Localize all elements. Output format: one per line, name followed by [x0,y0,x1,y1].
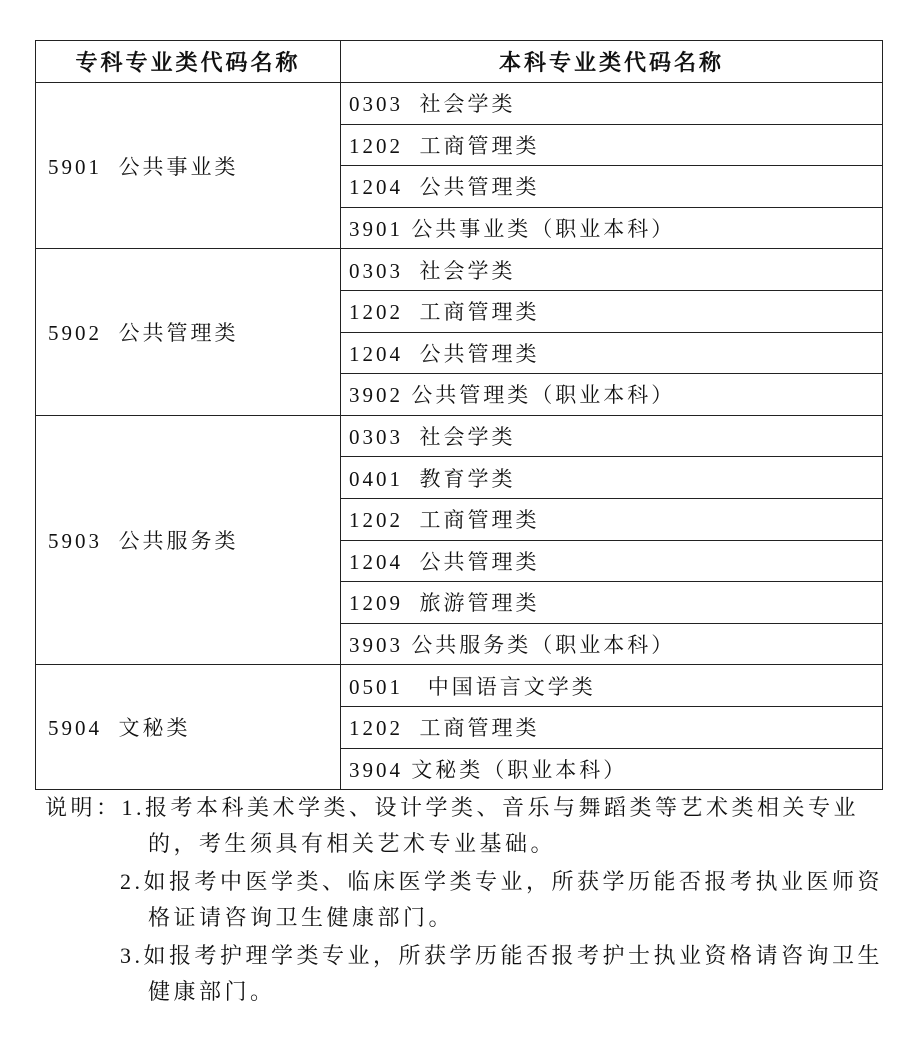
header-bachelor-category: 本科专业类代码名称 [341,41,883,83]
bachelor-category-cell: 3901 公共事业类（职业本科） [341,207,883,249]
note-item [45,864,905,936]
associate-category-cell: 5903 公共服务类 [36,415,341,665]
bachelor-category-cell: 1204 公共管理类 [341,166,883,208]
bachelor-category-cell: 3902 公共管理类（职业本科） [341,374,883,416]
bachelor-category-cell: 1202 工商管理类 [341,498,883,540]
note-first-line [45,864,905,900]
bachelor-category-cell: 0303 社会学类 [341,249,883,291]
note-text: 报考本科美术学类、设计学类、音乐与舞蹈类等艺术类相关专业 [145,795,860,820]
associate-category-cell: 5901 公共事业类 [36,83,341,249]
note-item [45,790,905,862]
note-continuation: 的，考生须具有相关艺术专业基础。 [148,831,557,856]
table-row [36,415,883,457]
bachelor-category-cell: 0303 社会学类 [341,83,883,125]
note-continuation: 健康部门。 [148,979,276,1004]
table-row [36,83,883,125]
table-row [36,249,883,291]
note-text: 如报考中医学类、临床医学类专业，所获学历能否报考执业医师资 [143,869,884,894]
bachelor-category-cell: 1204 公共管理类 [341,540,883,582]
bachelor-category-cell: 1202 工商管理类 [341,124,883,166]
note-item [45,938,905,1010]
note-number: 1. [121,795,146,820]
note-first-line [45,938,905,974]
note-continuation: 格证请咨询卫生健康部门。 [148,905,455,930]
major-mapping-table [35,40,883,790]
bachelor-category-cell: 1202 工商管理类 [341,290,883,332]
table-row [36,665,883,707]
bachelor-category-cell: 1204 公共管理类 [341,332,883,374]
bachelor-category-cell: 1202 工商管理类 [341,706,883,748]
bachelor-category-cell: 3904 文秘类（职业本科） [341,748,883,790]
bachelor-category-cell: 1209 旅游管理类 [341,582,883,624]
note-number: 2. [120,869,144,894]
bachelor-category-cell: 3903 公共服务类（职业本科） [341,623,883,665]
bachelor-category-cell: 0501 中国语言文学类 [341,665,883,707]
note-text: 如报考护理学类专业，所获学历能否报考护士执业资格请咨询卫生 [143,943,884,968]
note-first-line [45,790,905,826]
header-associate-category: 专科专业类代码名称 [36,41,341,83]
bachelor-category-cell: 0303 社会学类 [341,415,883,457]
note-number: 3. [120,943,144,968]
header-row [36,41,883,83]
associate-category-cell: 5904 文秘类 [36,665,341,790]
notes-label: 说明： [45,795,122,820]
bachelor-category-cell: 0401 教育学类 [341,457,883,499]
associate-category-cell: 5902 公共管理类 [36,249,341,415]
notes-section [45,790,905,1010]
